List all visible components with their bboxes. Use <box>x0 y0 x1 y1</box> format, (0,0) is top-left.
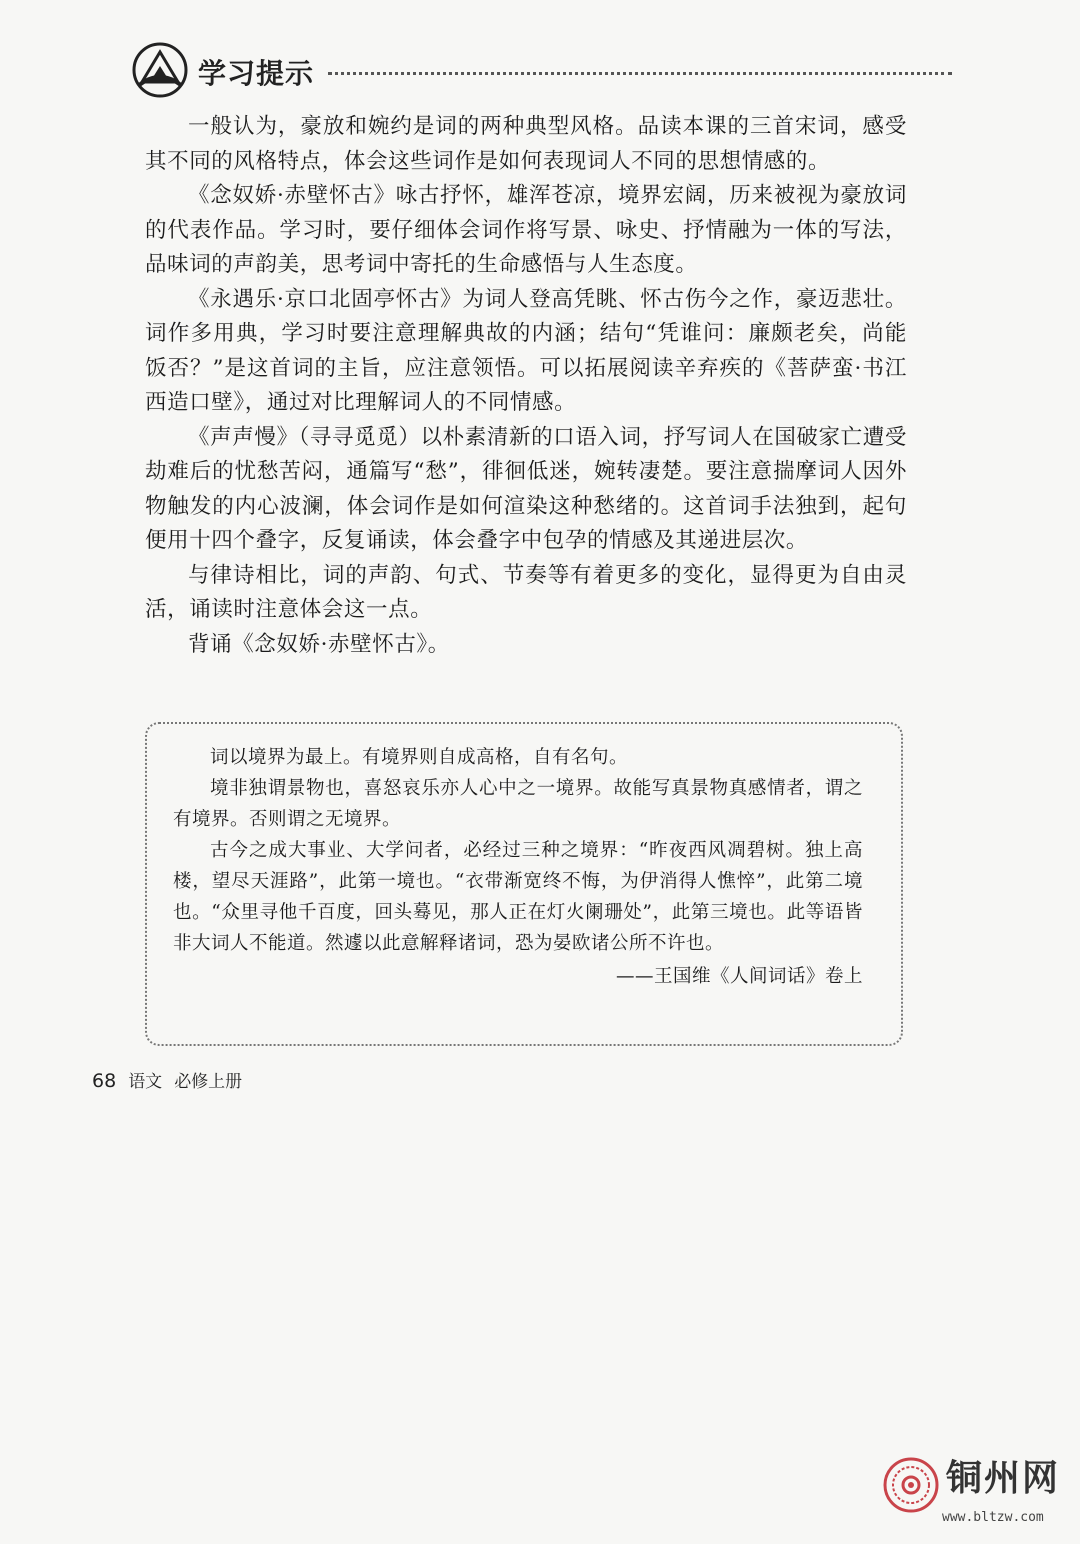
seal-logo-icon <box>882 1456 940 1514</box>
page-footer <box>92 1067 242 1092</box>
book-subject: 语文 <box>128 1072 163 1092</box>
quote-paragraph: 古今之成大事业、大学问者，必经过三种之境界：“昨夜西风凋碧树。独上高楼，望尽天涯路”，此第一境也。“衣带渐宽终不悔，为伊消得人憔悴”，此第二境也。“众里寻他千百度，回头蓦见，那人正在灯火阑珊处”，此第三境也。此等语皆非大词人不能道。然遽以此意解释诸词，恐为晏欧诸公所不许也。 <box>173 840 863 954</box>
section-title: 学习提示 <box>198 57 315 90</box>
section-header <box>132 38 952 102</box>
body-paragraph: 背诵《念奴娇·赤壁怀古》。 <box>188 631 450 657</box>
quote-source: ——王国维《人间词话》卷上 <box>615 966 863 987</box>
study-tips-body <box>145 110 907 662</box>
body-paragraph: 与律诗相比，词的声韵、句式、节奏等有着更多的变化，显得更为自由灵活，诵读时注意体会这一点。 <box>145 562 907 622</box>
body-paragraph: 一般认为，豪放和婉约是词的两种典型风格。品读本课的三首宋词，感受其不同的风格特点，体会这些词作是如何表现词人不同的思想情感的。 <box>145 114 907 174</box>
watermark-name: 铜州网 <box>946 1457 1061 1499</box>
quote-box <box>145 722 903 1046</box>
body-paragraph: 《永遇乐·京口北固亭怀古》为词人登高凭眺、怀古伤今之作，豪迈悲壮。词作多用典，学习时要注意理解典故的内涵；结句“凭谁问：廉颇老矣，尚能饭否？”是这首词的主旨，应注意领悟。可以拓展阅读辛弃疾的《菩萨蛮·书江西造口壁》，通过对比理解词人的不同情感。 <box>145 286 907 415</box>
section-logo-icon <box>132 42 188 98</box>
quote-paragraph: 境非独谓景物也，喜怒哀乐亦人心中之一境界。故能写真景物真感情者，谓之有境界。否则谓之无境界。 <box>173 778 863 830</box>
site-watermark <box>880 1448 1070 1540</box>
body-paragraph: 《声声慢》（寻寻觅觅）以朴素清新的口语入词，抒写词人在国破家亡遭受劫难后的忧愁苦闷，通篇写“愁”，徘徊低迷，婉转凄楚。要注意揣摩词人因外物触发的内心波澜，体会词作是如何渲染这种愁绪的。这首词手法独到，起句便用十四个叠字，反复诵读，体会叠字中包孕的情感及其递进层次。 <box>145 424 907 553</box>
page-number: 68 <box>92 1070 117 1092</box>
watermark-url: www.bltzw.com <box>942 1510 1044 1525</box>
body-paragraph: 《念奴娇·赤壁怀古》咏古抒怀，雄浑苍凉，境界宏阔，历来被视为豪放词的代表作品。学习时，要仔细体会词作将写景、咏史、抒情融为一体的写法，品味词的声韵美，思考词中寄托的生命感悟与人生态度。 <box>145 183 907 277</box>
header-divider <box>328 72 952 75</box>
quote-paragraph: 词以境界为最上。有境界则自成高格，自有名句。 <box>210 747 629 768</box>
book-volume: 必修上册 <box>174 1072 243 1092</box>
